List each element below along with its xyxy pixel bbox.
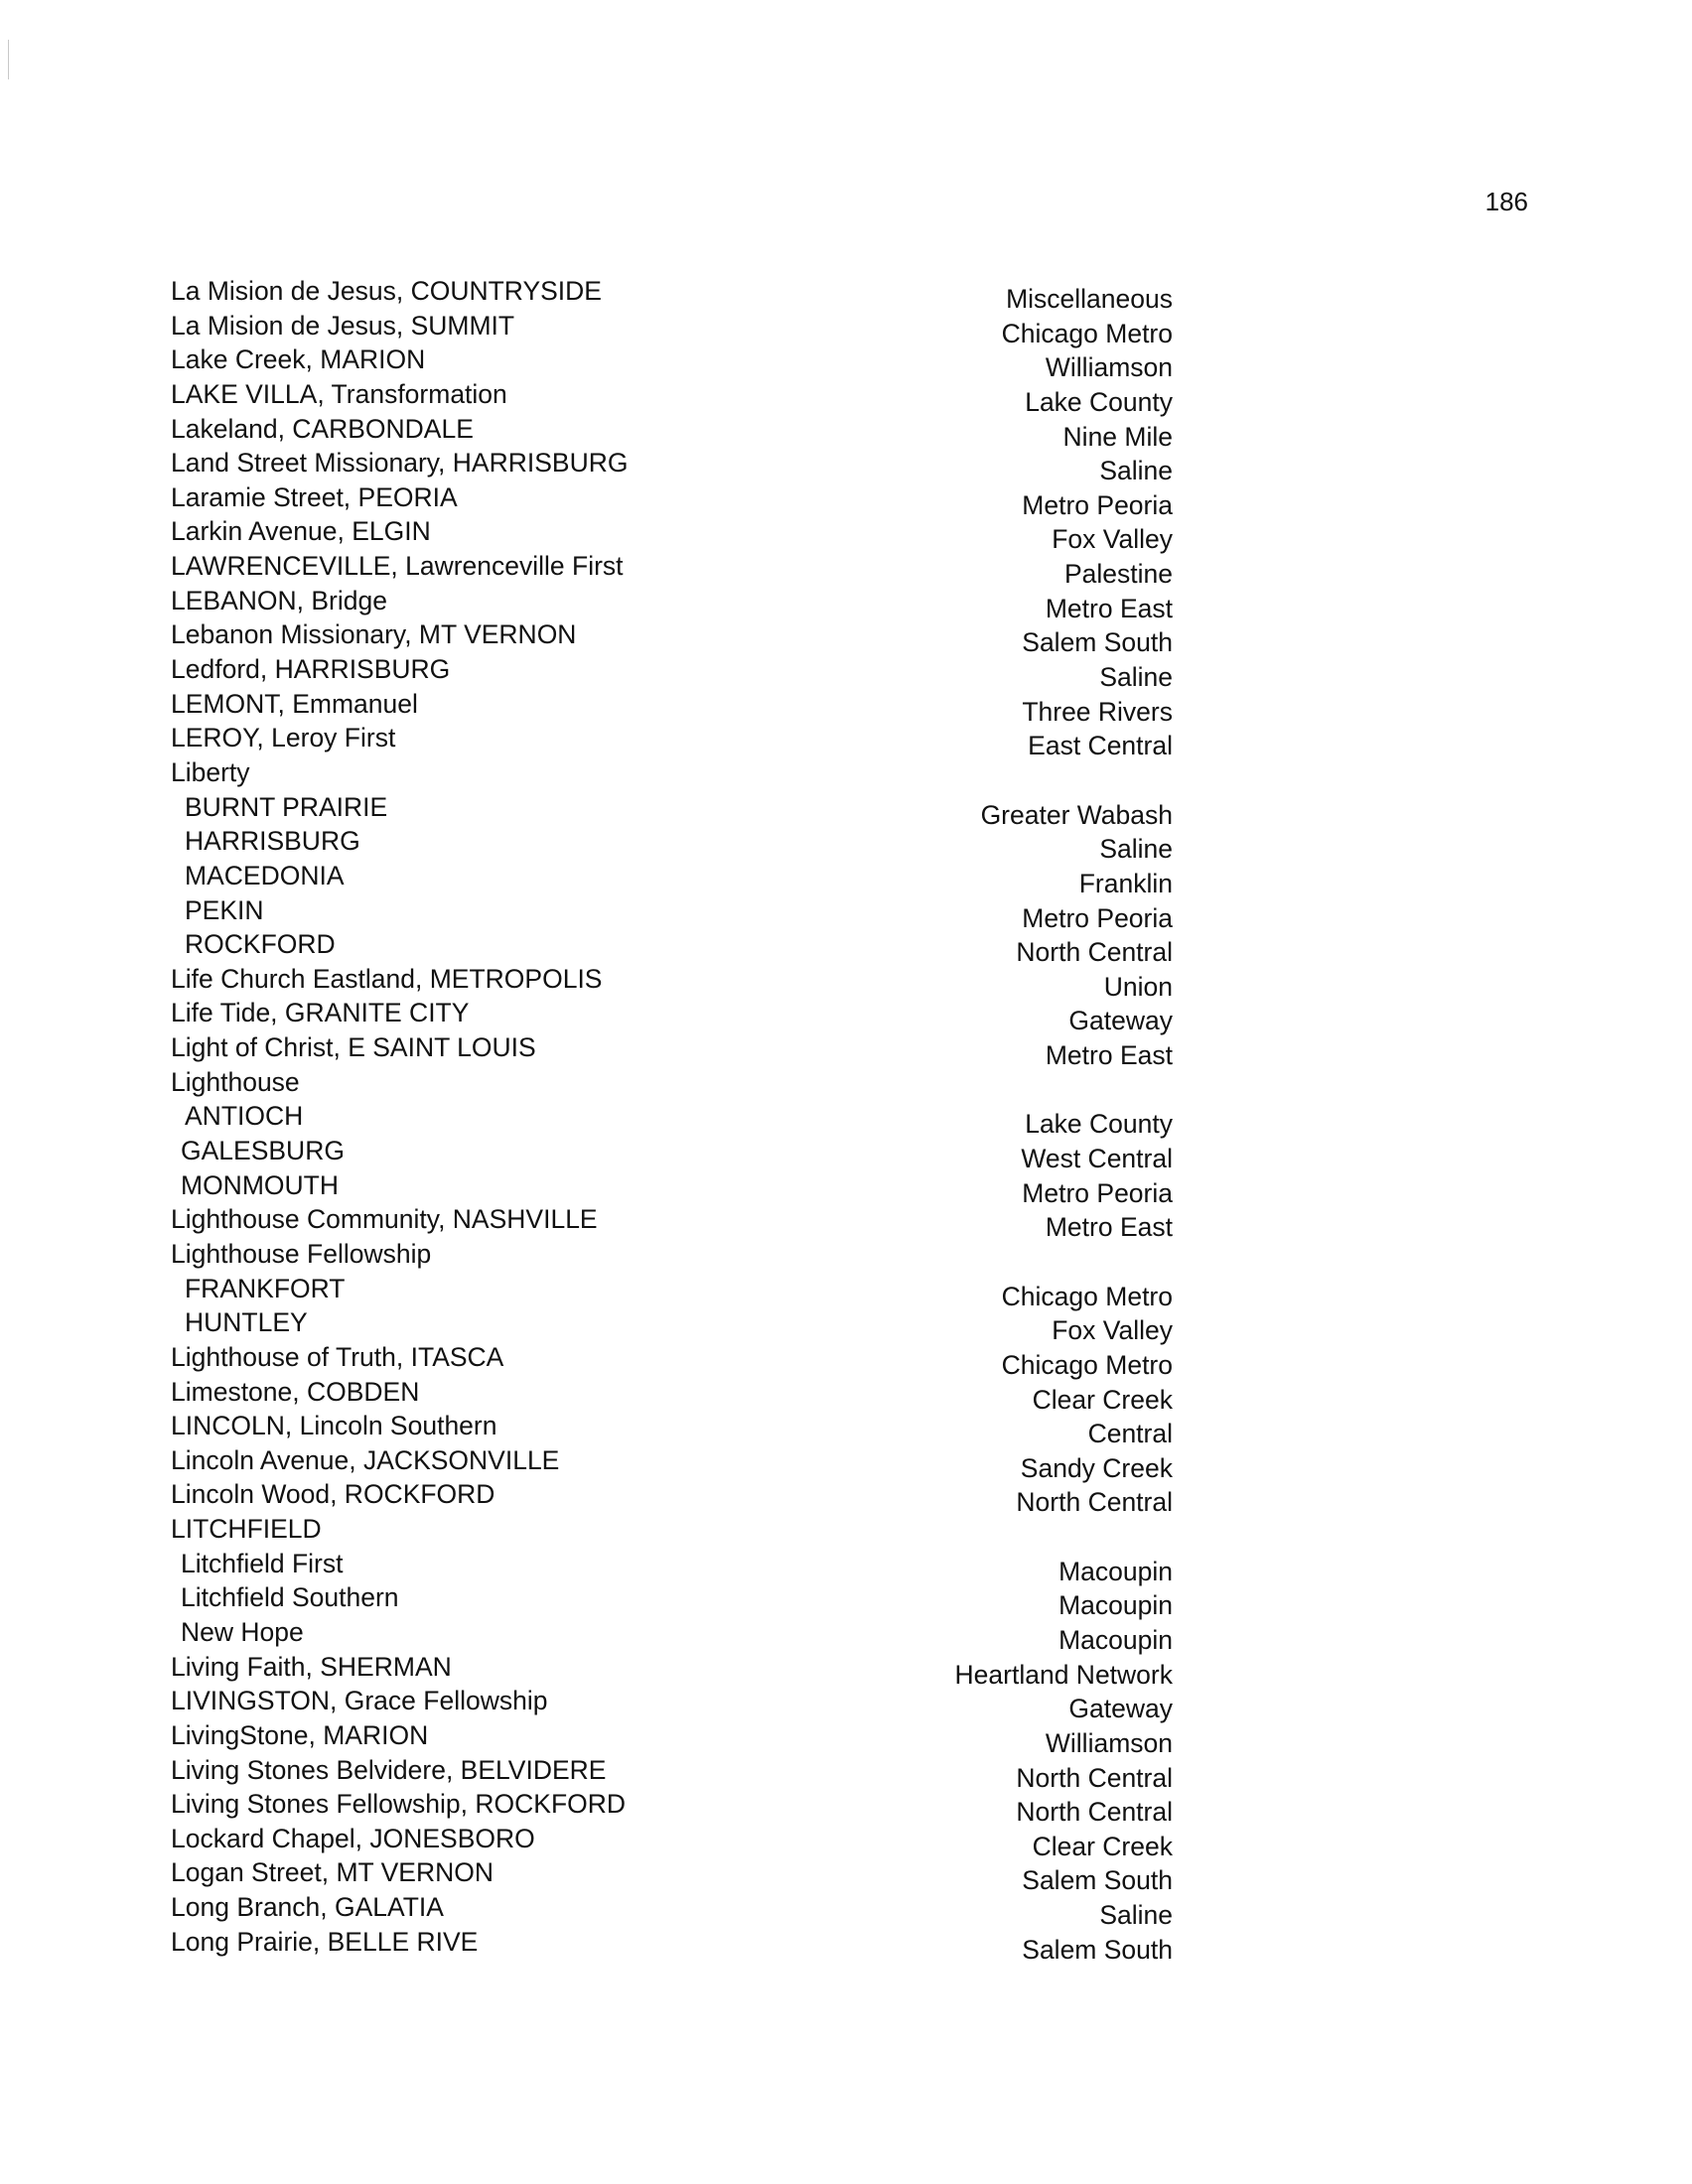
association-entry: Sandy Creek: [1020, 1452, 1173, 1483]
association-entry: Metro Peoria: [1022, 489, 1173, 520]
association-entry: Union: [1103, 971, 1173, 1002]
church-entry: Living Stones Fellowship, ROCKFORD: [171, 1789, 627, 1820]
association-entry: Clear Creek: [1032, 1831, 1173, 1861]
church-entry: Lakeland, CARBONDALE: [171, 413, 474, 444]
association-entry: Metro East: [1045, 1212, 1173, 1243]
church-entry: Litchfield First: [181, 1548, 344, 1578]
church-entry: LEBANON, Bridge: [171, 585, 387, 615]
church-entry: LAWRENCEVILLE, Lawrenceville First: [171, 551, 624, 582]
association-entry: Fox Valley: [1052, 524, 1173, 555]
church-entry: ROCKFORD: [185, 929, 336, 960]
group-spacer: [676, 1073, 1173, 1108]
church-entry: La Mision de Jesus, SUMMIT: [171, 310, 515, 341]
association-entry: Chicago Metro: [1001, 318, 1173, 348]
association-entry: Saline: [1099, 456, 1173, 486]
association-entry: Saline: [1099, 662, 1173, 693]
church-entry: LivingStone, MARION: [171, 1719, 429, 1750]
church-entry: PEKIN: [185, 894, 264, 925]
association-entry: East Central: [1028, 731, 1173, 761]
association-entry: Macoupin: [1058, 1624, 1173, 1655]
church-entry: Lake Creek, MARION: [171, 344, 426, 375]
association-column: [676, 282, 1173, 1967]
church-entry: Light of Christ, E SAINT LOUIS: [171, 1032, 536, 1063]
association-entry: Metro East: [1045, 1040, 1173, 1071]
association-entry: Three Rivers: [1022, 696, 1173, 727]
page-number: 186: [1484, 187, 1528, 216]
association-entry: North Central: [1016, 937, 1173, 968]
church-entry: Lighthouse Community, NASHVILLE: [171, 1204, 598, 1235]
scan-margin-mark: [8, 40, 9, 79]
association-entry: West Central: [1021, 1144, 1173, 1174]
church-entry: Land Street Missionary, HARRISBURG: [171, 448, 629, 478]
church-entry: HARRISBURG: [185, 826, 360, 857]
association-entry: Greater Wabash: [980, 799, 1173, 830]
church-entry: LEMONT, Emmanuel: [171, 688, 418, 719]
association-entry: Macoupin: [1058, 1590, 1173, 1621]
association-entry: Lake County: [1025, 1109, 1173, 1140]
church-entry: Lighthouse of Truth, ITASCA: [171, 1341, 504, 1372]
church-entry: Lebanon Missionary, MT VERNON: [171, 619, 577, 650]
church-entry: Larkin Avenue, ELGIN: [171, 516, 431, 547]
church-entry: Logan Street, MT VERNON: [171, 1857, 494, 1888]
church-entry: HUNTLEY: [185, 1307, 308, 1338]
association-entry: Lake County: [1025, 386, 1173, 417]
church-entry: Liberty: [171, 756, 250, 787]
association-entry: Metro Peoria: [1022, 1177, 1173, 1208]
church-entry: FRANKFORT: [185, 1273, 346, 1303]
association-entry: Gateway: [1068, 1006, 1173, 1036]
association-entry: Franklin: [1078, 868, 1173, 898]
church-entry: MACEDONIA: [185, 860, 345, 890]
association-entry: Macoupin: [1058, 1556, 1173, 1586]
group-spacer: [676, 1520, 1173, 1555]
association-entry: Chicago Metro: [1001, 1281, 1173, 1311]
church-entry: Life Tide, GRANITE CITY: [171, 998, 470, 1028]
church-entry: Long Prairie, BELLE RIVE: [171, 1926, 479, 1957]
church-entry: LEROY, Leroy First: [171, 723, 396, 753]
association-entry: Salem South: [1022, 1865, 1173, 1896]
church-entry: Limestone, COBDEN: [171, 1376, 420, 1407]
association-entry: Williamson: [1045, 352, 1173, 383]
association-entry: Heartland Network: [954, 1659, 1173, 1690]
association-entry: Salem South: [1022, 627, 1173, 658]
association-entry: Nine Mile: [1062, 421, 1173, 452]
association-entry: Clear Creek: [1032, 1384, 1173, 1415]
association-entry: North Central: [1016, 1762, 1173, 1793]
association-entry: North Central: [1016, 1797, 1173, 1828]
group-spacer: [676, 763, 1173, 798]
church-entry: La Mision de Jesus, COUNTRYSIDE: [171, 276, 602, 306]
association-entry: Fox Valley: [1052, 1315, 1173, 1346]
association-entry: Miscellaneous: [1006, 284, 1173, 314]
church-entry: New Hope: [181, 1616, 304, 1647]
association-entry: Salem South: [1022, 1934, 1173, 1965]
group-spacer: [676, 1245, 1173, 1280]
church-entry: LAKE VILLA, Transformation: [171, 378, 507, 409]
church-entry: Lincoln Wood, ROCKFORD: [171, 1479, 495, 1510]
church-entry: Lockard Chapel, JONESBORO: [171, 1823, 535, 1853]
association-entry: Gateway: [1068, 1694, 1173, 1724]
association-entry: Palestine: [1063, 559, 1173, 590]
church-entry: ANTIOCH: [185, 1101, 304, 1132]
church-entry: LITCHFIELD: [171, 1514, 322, 1545]
church-entry: Lincoln Avenue, JACKSONVILLE: [171, 1444, 560, 1475]
church-entry: Lighthouse Fellowship: [171, 1238, 432, 1269]
church-entry: GALESBURG: [181, 1136, 345, 1166]
association-entry: Williamson: [1045, 1727, 1173, 1758]
church-entry: MONMOUTH: [181, 1169, 339, 1200]
association-entry: Central: [1087, 1419, 1173, 1449]
church-entry: Ledford, HARRISBURG: [171, 654, 451, 685]
association-entry: Metro East: [1045, 593, 1173, 623]
church-entry: Living Stones Belvidere, BELVIDERE: [171, 1754, 607, 1785]
association-entry: North Central: [1016, 1487, 1173, 1518]
association-entry: Metro Peoria: [1022, 902, 1173, 933]
church-entry: Long Branch, GALATIA: [171, 1892, 444, 1923]
church-entry: Litchfield Southern: [181, 1582, 399, 1613]
church-entry: Life Church Eastland, METROPOLIS: [171, 963, 603, 994]
church-entry: Living Faith, SHERMAN: [171, 1651, 452, 1682]
church-entry: BURNT PRAIRIE: [185, 791, 388, 822]
church-entry: Lighthouse: [171, 1066, 300, 1097]
church-entry: Laramie Street, PEORIA: [171, 481, 458, 512]
church-entry: LINCOLN, Lincoln Southern: [171, 1411, 497, 1441]
association-entry: Saline: [1099, 834, 1173, 865]
church-entry: LIVINGSTON, Grace Fellowship: [171, 1686, 548, 1716]
association-entry: Chicago Metro: [1001, 1349, 1173, 1380]
association-entry: Saline: [1099, 1900, 1173, 1931]
